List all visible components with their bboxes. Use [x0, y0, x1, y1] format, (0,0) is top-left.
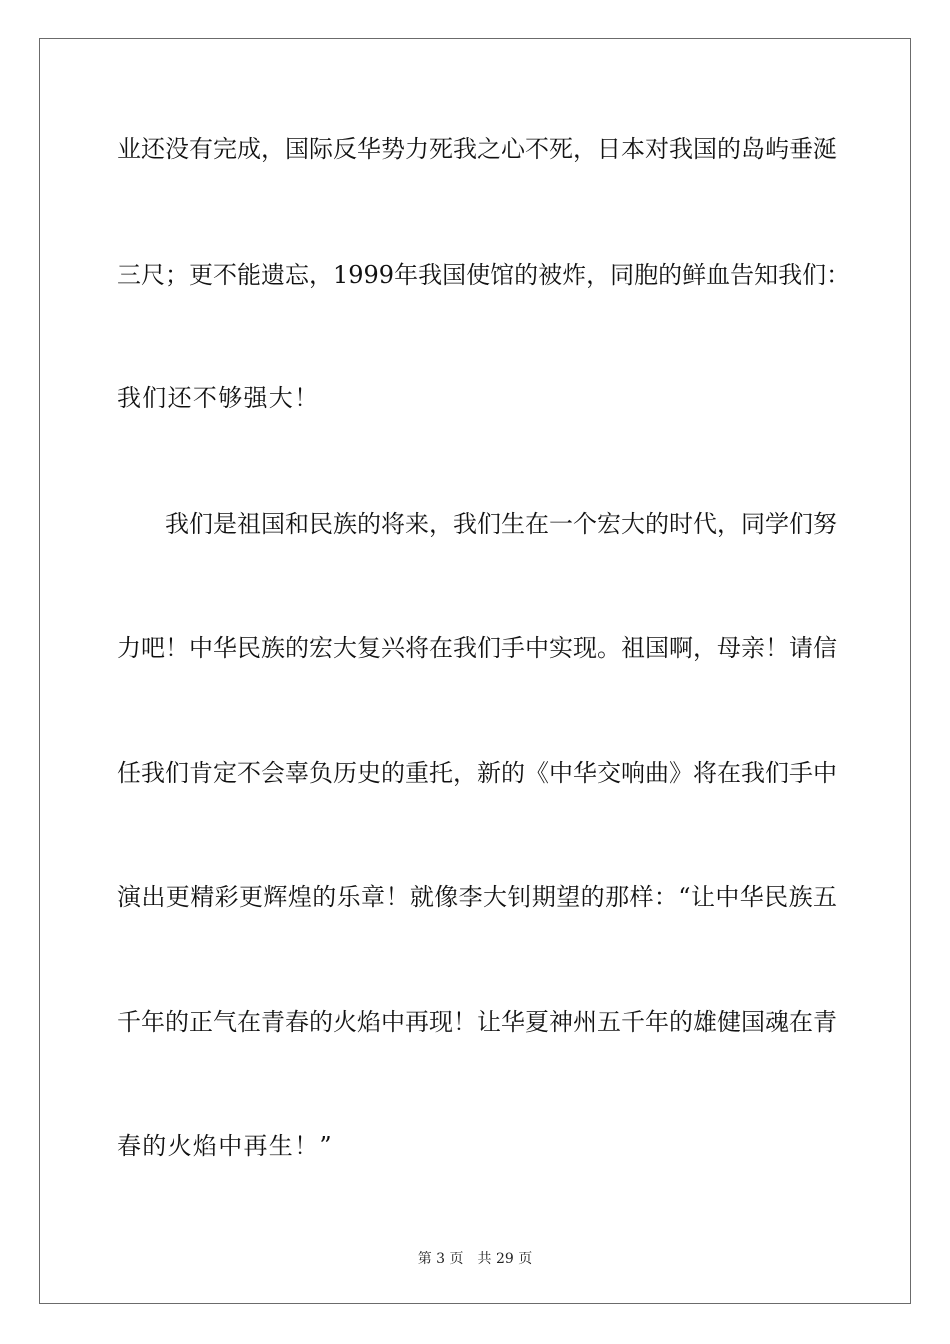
text-line: 千年的正气在青春的火焰中再现！让华夏神州五千年的雄健国魂在青 — [117, 1008, 837, 1036]
page-total: 共 29 页 — [477, 1251, 533, 1267]
page-border — [39, 38, 911, 1304]
text-line: 三尺；更不能遗忘，1999年我国使馆的被炸，同胞的鲜血告知我们： — [117, 261, 851, 289]
page-number: 第 3 页 — [417, 1251, 464, 1267]
page-footer — [0, 1248, 950, 1268]
text-line: 力吧！中华民族的宏大复兴将在我们手中实现。祖国啊，母亲！请信 — [117, 634, 837, 662]
text-line: 演出更精彩更辉煌的乐章！就像李大钊期望的那样：“让中华民族五 — [117, 883, 837, 911]
text-line: 春的火焰中再生！” — [117, 1132, 333, 1160]
text-line: 我们还不够强大！ — [117, 384, 320, 412]
paragraph-first-line: 我们是祖国和民族的将来，我们生在一个宏大的时代，同学们努 — [165, 510, 837, 538]
text-line: 业还没有完成，国际反华势力死我之心不死，日本对我国的岛屿垂涎 — [117, 135, 837, 163]
text-line: 任我们肯定不会辜负历史的重托，新的《中华交响曲》将在我们手中 — [117, 759, 837, 787]
